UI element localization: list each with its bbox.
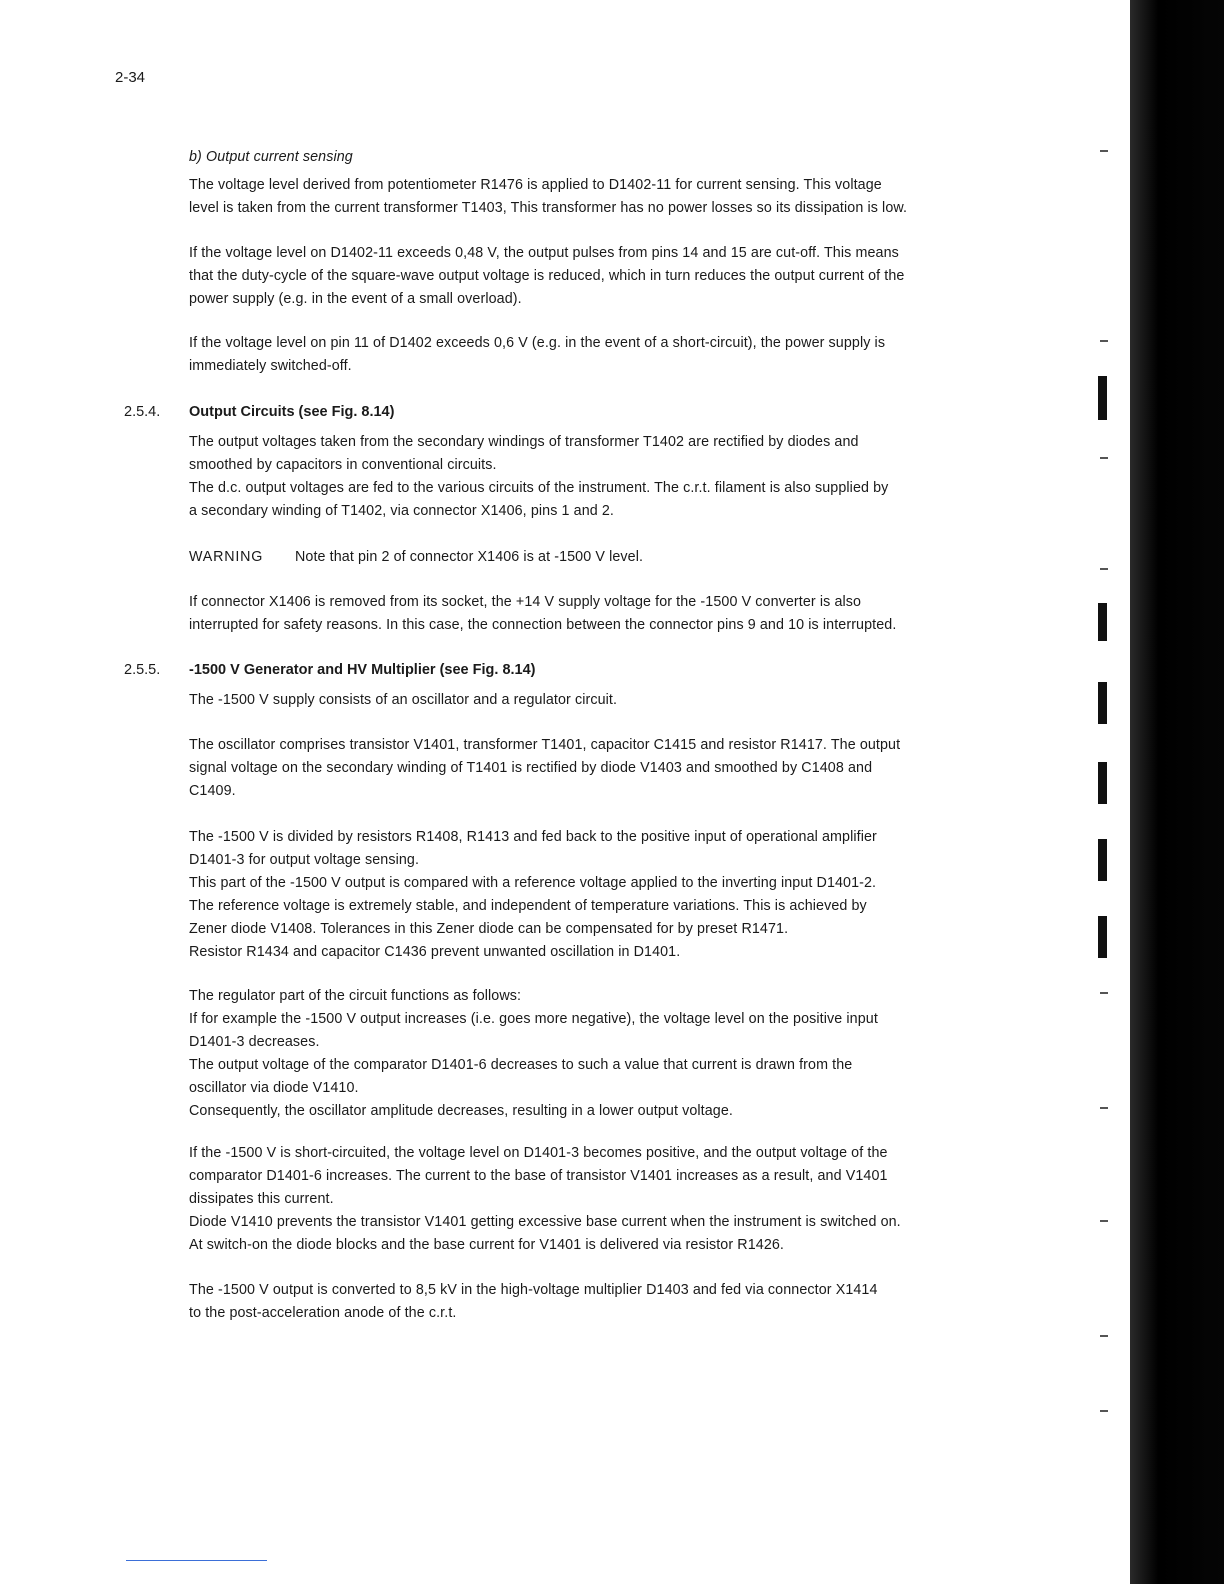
binder-mark [1098,839,1107,881]
text-line: comparator D1401-6 increases. The current to the base of transistor V1401 increases as a result, and V1401 [189,1168,888,1184]
text-line: C1409. [189,783,236,799]
binder-mark [1098,603,1107,641]
section-number: 2.5.4. [124,404,161,420]
text-line: The oscillator comprises transistor V1401, transformer T1401, capacitor C1415 and resistor R1417. The output [189,737,901,753]
text-line: The output voltages taken from the secondary windings of transformer T1402 are rectified by diodes and [189,434,859,450]
text-line: If connector X1406 is removed from its socket, the +14 V supply voltage for the -1500 V converter is also [189,594,862,610]
text-line: a secondary winding of T1402, via connector X1406, pins 1 and 2. [189,503,614,519]
paragraph [189,431,1039,523]
binder-mark [1098,376,1107,420]
text-line: D1401-3 for output voltage sensing. [189,852,420,868]
text-line: The -1500 V output is converted to 8,5 kV in the high-voltage multiplier D1403 and fed via connector X1414 [189,1282,878,1298]
scan-speck [1100,992,1108,994]
paragraph [189,826,1039,964]
scan-speck [1100,1335,1108,1337]
text-line: If the voltage level on pin 11 of D1402 exceeds 0,6 V (e.g. in the event of a short-circuit), the power supply is [189,335,886,351]
paragraph [189,591,1039,637]
scan-speck [1100,1220,1108,1222]
text-line: smoothed by capacitors in conventional circuits. [189,457,497,473]
section-number: 2.5.5. [124,662,161,678]
paragraph [189,689,1039,712]
text-line: The output voltage of the comparator D1401-6 decreases to such a value that current is drawn from the [189,1057,853,1073]
warning-text: Note that pin 2 of connector X1406 is at -1500 V level. [295,549,644,565]
scan-speck [1100,150,1108,152]
paragraph [189,332,1039,378]
scan-speck [1100,568,1108,570]
text-line: The reference voltage is extremely stable, and independent of temperature variations. This is achieved by [189,898,867,914]
text-line: If the voltage level on D1402-11 exceeds 0,48 V, the output pulses from pins 14 and 15 are cut-off. This means [189,245,899,261]
text-line: If the -1500 V is short-circuited, the voltage level on D1401-3 becomes positive, and the output voltage of the [189,1145,888,1161]
text-line: power supply (e.g. in the event of a small overload). [189,291,522,307]
scan-speck [1100,457,1108,459]
text-line: D1401-3 decreases. [189,1034,320,1050]
text-line: Zener diode V1408. Tolerances in this Zener diode can be compensated for by preset R1471. [189,921,789,937]
text-line: dissipates this current. [189,1191,334,1207]
paragraph [189,174,1039,220]
text-line: Diode V1410 prevents the transistor V1401 getting excessive base current when the instrument is switched on. [189,1214,901,1230]
section-title: Output Circuits (see Fig. 8.14) [189,404,395,420]
footnote-rule [126,1560,267,1561]
text-line: The voltage level derived from potentiometer R1476 is applied to D1402-11 for current sensing. This voltage [189,177,882,193]
scan-speck [1100,1410,1108,1412]
text-line: The regulator part of the circuit functions as follows: [189,988,522,1004]
paragraph [189,1279,1039,1325]
scan-edge [1130,0,1224,1584]
text-line: The -1500 V is divided by resistors R1408, R1413 and fed back to the positive input of operational amplifier [189,829,877,845]
paragraph [189,985,1039,1123]
text-line: that the duty-cycle of the square-wave output voltage is reduced, which in turn reduces the output current of the [189,268,905,284]
binder-mark [1098,916,1107,958]
paragraph [189,734,1039,803]
subsection-heading-b: b) Output current sensing [189,149,353,165]
text-line: Resistor R1434 and capacitor C1436 prevent unwanted oscillation in D1401. [189,944,681,960]
paragraph [189,1142,1039,1257]
text-line: immediately switched-off. [189,358,352,374]
warning-label: WARNING [189,549,264,565]
text-line: signal voltage on the secondary winding of T1401 is rectified by diode V1403 and smoothed by C1408 and [189,760,873,776]
paragraph [189,242,1039,311]
text-line: The -1500 V supply consists of an oscillator and a regulator circuit. [189,692,618,708]
text-line: interrupted for safety reasons. In this case, the connection between the connector pins 9 and 10 is interrupted. [189,617,897,633]
text-line: If for example the -1500 V output increases (i.e. goes more negative), the voltage level on the positive input [189,1011,878,1027]
page-number: 2-34 [115,69,146,86]
text-line: Consequently, the oscillator amplitude decreases, resulting in a lower output voltage. [189,1103,733,1119]
scan-speck [1100,1107,1108,1109]
text-line: to the post-acceleration anode of the c.r.t. [189,1305,457,1321]
text-line: At switch-on the diode blocks and the base current for V1401 is delivered via resistor R1426. [189,1237,784,1253]
scan-speck [1100,340,1108,342]
text-line: oscillator via diode V1410. [189,1080,359,1096]
binder-mark [1098,762,1107,804]
text-line: The d.c. output voltages are fed to the various circuits of the instrument. The c.r.t. filament is also supplied by [189,480,889,496]
warning-note [189,546,1039,569]
text-line: This part of the -1500 V output is compared with a reference voltage applied to the inverting input D1401-2. [189,875,877,891]
section-title: -1500 V Generator and HV Multiplier (see Fig. 8.14) [189,662,536,678]
binder-mark [1098,682,1107,724]
text-line: level is taken from the current transformer T1403, This transformer has no power losses so its dissipation is low. [189,200,908,216]
